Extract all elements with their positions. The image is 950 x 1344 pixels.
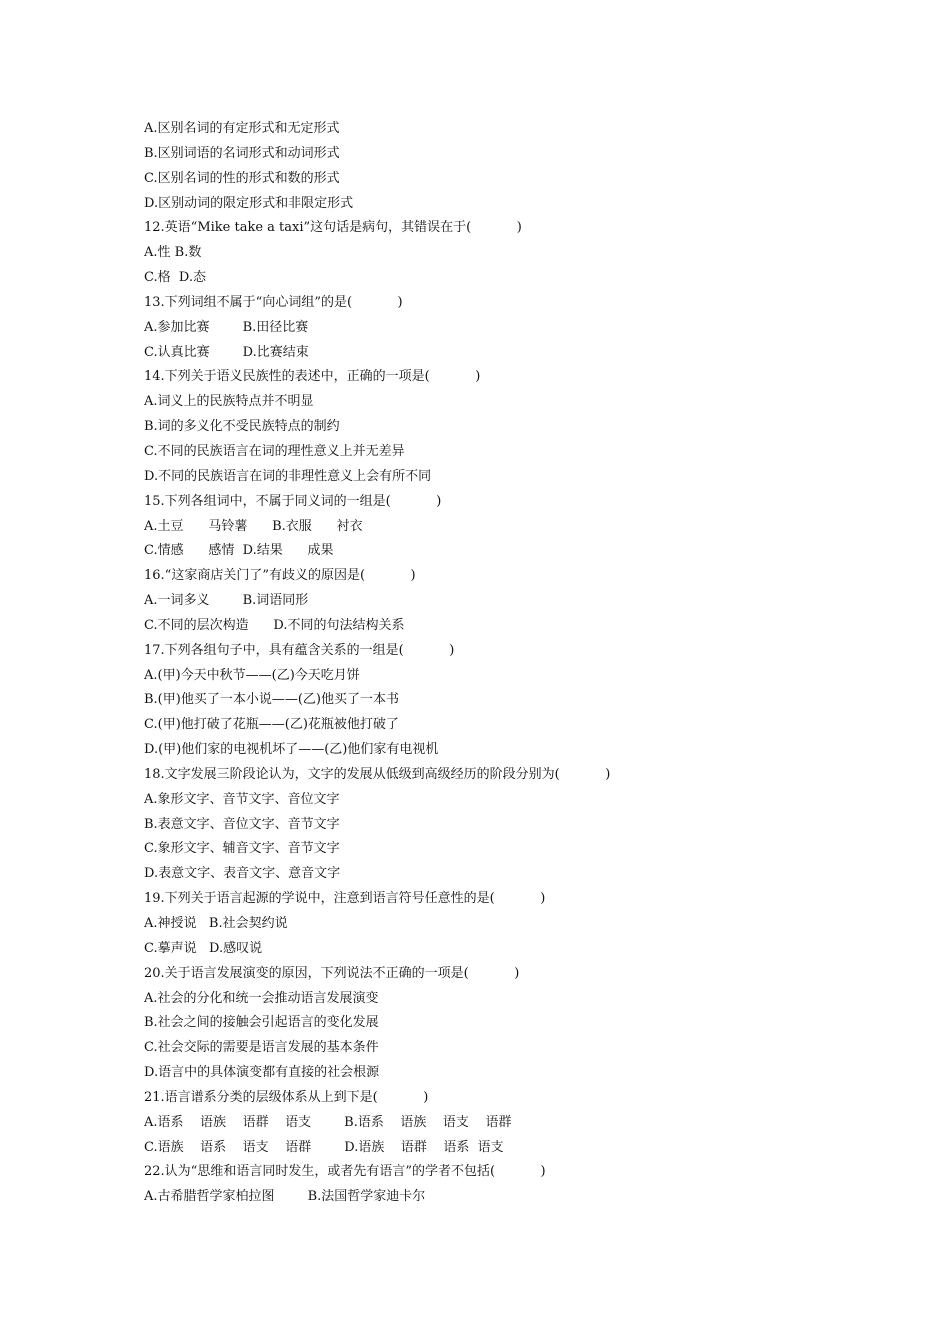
text-line: B.词的多义化不受民族特点的制约 [144,419,340,435]
text-line: A.象形文字、音节文字、音位文字 [144,791,340,807]
text-line: A.词义上的民族特点并不明显 [144,394,314,410]
text-line: C.区别名词的性的形式和数的形式 [144,170,340,186]
text-line: B.区别词语的名词形式和动词形式 [144,145,340,161]
text-line: A.语系 语族 语群 语支 B.语系 语族 语支 语群 [144,1114,512,1130]
text-line: C.不同的层次构造 D.不同的句法结构关系 [144,617,405,633]
question-list [144,117,904,1210]
text-line: D.不同的民族语言在词的非理性意义上会有所不同 [144,468,432,484]
text-line: 18.文字发展三阶段论认为，文字的发展从低级到高级经历的阶段分别为( ) [144,766,611,782]
text-line: 20.关于语言发展演变的原因，下列说法不正确的一项是( ) [144,965,520,981]
text-line: A.土豆 马铃薯 B.衣服 衬衣 [144,518,363,534]
text-line: A.性 B.数 [144,245,202,261]
text-line: C.象形文字、辅音文字、音节文字 [144,841,340,857]
text-line: B.表意文字、音位文字、音节文字 [144,816,340,832]
text-line: 19.下列关于语言起源的学说中，注意到语言符号任意性的是( ) [144,891,546,907]
text-line: 13.下列词组不属于“向心词组”的是( ) [144,294,403,310]
text-line: C.(甲)他打破了花瓶——(乙)花瓶被他打破了 [144,717,399,733]
text-line: C.认真比赛 D.比赛结束 [144,344,309,360]
text-line: B.社会之间的接触会引起语言的变化发展 [144,1015,379,1031]
text-line: A.(甲)今天中秋节——(乙)今天吃月饼 [144,667,360,683]
text-line: C.格 D.态 [144,270,206,286]
text-line: 22.认为“思维和语言同时发生，或者先有语言”的学者不包括( ) [144,1164,546,1180]
text-line: D.区别动词的限定形式和非限定形式 [144,195,354,211]
text-line: B.(甲)他买了一本小说——(乙)他买了一本书 [144,692,399,708]
text-line: C.不同的民族语言在词的理性意义上并无差异 [144,443,405,459]
text-line: 14.下列关于语义民族性的表述中，正确的一项是( ) [144,369,481,385]
text-line: 15.下列各组词中，不属于同义词的一组是( ) [144,493,442,509]
text-line: 16.“这家商店关门了”有歧义的原因是( ) [144,568,416,584]
text-line: C.情感 感情 D.结果 成果 [144,543,334,559]
text-line: C.社会交际的需要是语言发展的基本条件 [144,1040,379,1056]
text-line: D.语言中的具体演变都有直接的社会根源 [144,1065,380,1081]
text-line: A.一词多义 B.词语同形 [144,593,309,609]
text-line: A.社会的分化和统一会推动语言发展演变 [144,990,379,1006]
text-line: C.语族 语系 语支 语群 D.语族 语群 语系 语支 [144,1139,504,1155]
text-line: 21.语言谱系分类的层级体系从上到下是( ) [144,1089,429,1105]
text-line: 17.下列各组句子中，具有蕴含关系的一组是( ) [144,642,455,658]
text-line: A.神授说 B.社会契约说 [144,916,288,931]
text-line: D.表意文字、表音文字、意音文字 [144,866,341,882]
text-line: A.区别名词的有定形式和无定形式 [144,121,340,136]
text-line: A.参加比赛 B.田径比赛 [144,319,309,335]
text-line: A.古希腊哲学家柏拉图 B.法国哲学家迪卡尔 [144,1189,426,1205]
text-line: D.(甲)他们家的电视机坏了——(乙)他们家有电视机 [144,742,439,758]
text-line: C.摹声说 D.感叹说 [144,940,263,956]
text-line: 12.英语“Mike take a taxi”这句话是病句，其错误在于( ) [144,220,522,236]
